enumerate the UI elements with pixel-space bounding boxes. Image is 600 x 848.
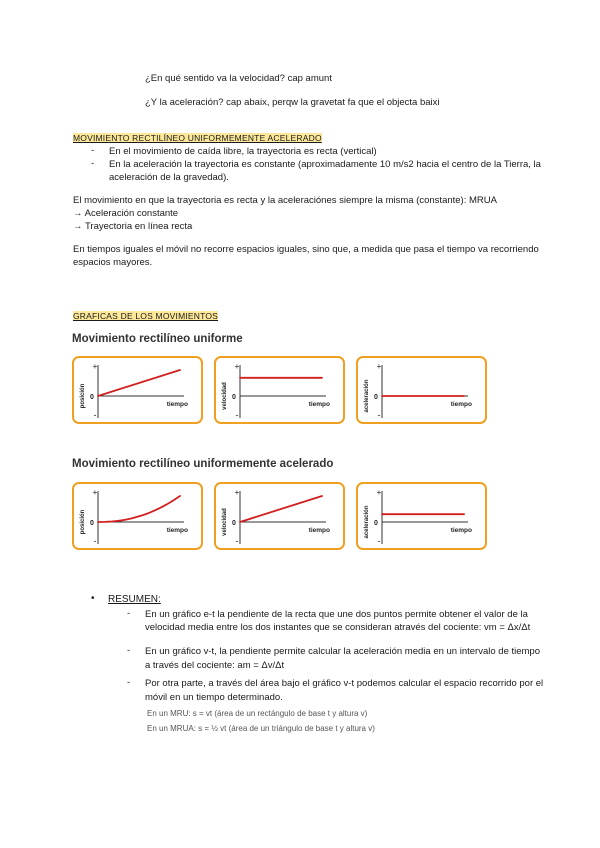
bullet-marker: • [91,593,95,604]
graph-panel [72,482,203,550]
axis-origin-label: 0 [232,394,236,401]
axis-plus-label: + [234,488,240,497]
graph-panel [214,356,345,424]
resumen-item-2-line-1: En un gráfico v-t, la pendiente permite calcular la aceleración media en un intervalo de tiempo [145,646,541,657]
y-axis-label: velocidad [222,382,228,410]
x-axis-label: tiempo [308,527,330,534]
graph-panel [356,482,487,550]
axis-minus-label: - [377,536,381,546]
y-axis-label: aceleración [364,505,370,539]
graph-panel [356,356,487,424]
mru-acceleration-graph [358,358,485,422]
formula-mru: En un MRU: s = vt (área de un rectángulo de base t y altura v) [147,709,368,718]
axis-origin-label: 0 [90,520,94,527]
y-axis-label: velocidad [222,508,228,536]
resumen-item-1-line-1: En un gráfico e-t la pendiente de la recta que une dos puntos permite obtener el valor de la [145,609,528,620]
dash-marker: - [127,645,131,656]
x-axis-label: tiempo [450,527,472,534]
axis-plus-label: + [376,488,382,497]
mrua-velocity-graph [216,484,343,548]
mrua-graphs-title: Movimiento rectilíneo uniformemente acelerado [72,458,334,470]
mrua-acceleration-graph [358,484,485,548]
mrua-item-1: En el movimiento de caída libre, la trayectoria es recta (vertical) [109,146,377,157]
mru-velocity-graph [216,358,343,422]
question-acceleration: ¿Y la aceleración? cap abaix, perqw la gravetat fa que el objecta baixi [145,97,440,108]
series-line [240,496,322,522]
series-line [98,370,180,396]
x-axis-label: tiempo [166,401,188,408]
mrua-position-graph [74,484,201,548]
dash-marker: - [127,677,131,688]
formula-mrua: En un MRUA: s = ½ vt (área de un triángulo de base t y altura v) [147,724,375,733]
mrua-explanation-line-1: En tiempos iguales el móvil no recorre espacios iguales, sino que, a medida que pasa el tiempo va recorriendo [73,244,539,255]
y-axis-label: aceleración [364,379,370,413]
axis-minus-label: - [93,536,97,546]
resumen-item-2-line-2: a través del cociente: am = Δv/Δt [145,660,285,671]
x-axis-label: tiempo [308,401,330,408]
axis-plus-label: + [376,362,382,371]
dash-marker: - [91,145,95,156]
axis-minus-label: - [235,536,239,546]
y-axis-label: posición [80,383,86,409]
axis-minus-label: - [377,410,381,420]
mrua-point-trajectory: → Trayectoria en línea recta [73,221,193,232]
question-velocity: ¿En qué sentido va la velocidad? cap amunt [145,73,332,84]
mrua-definition: El movimiento en que la trayectoria es recta y la aceleraciónes siempre la misma (constante): MRUA [73,195,497,206]
dash-marker: - [127,608,131,619]
x-axis-label: tiempo [450,401,472,408]
axis-origin-label: 0 [374,394,378,401]
axis-minus-label: - [235,410,239,420]
mrua-item-2-line-2: aceleración de la gravedad). [109,172,229,183]
series-line [98,496,180,522]
mru-graphs-title: Movimiento rectilíneo uniforme [72,333,243,345]
axis-origin-label: 0 [374,520,378,527]
resumen-item-1-line-2: velocidad media entre los dos instantes que se consideran através del cociente: vm = Δx/Δt [145,622,531,633]
graph-panel [72,356,203,424]
x-axis-label: tiempo [166,527,188,534]
mrua-point-acceleration: → Aceleración constante [73,208,179,219]
axis-plus-label: + [92,362,98,371]
resumen-heading: RESUMEN: [108,594,161,605]
resumen-item-3-line-1: Por otra parte, a través del área bajo el gráfico v-t podemos calcular el espacio recorrido por el [145,678,544,689]
axis-origin-label: 0 [232,520,236,527]
graph-panel [214,482,345,550]
mru-position-graph [74,358,201,422]
graficas-heading: GRAFICAS DE LOS MOVIMIENTOS [73,311,219,321]
axis-plus-label: + [92,488,98,497]
mrua-item-2-line-1: En la aceleración la trayectoria es constante (aproximadamente 10 m/s2 hacia el centro de la Tierra, la [109,159,541,170]
axis-plus-label: + [234,362,240,371]
axis-minus-label: - [93,410,97,420]
resumen-item-3-line-2: móvil en un tiempo determinado. [145,692,283,703]
mrua-explanation-line-2: espacios mayores. [73,257,153,268]
y-axis-label: posición [80,509,86,535]
mrua-heading: MOVIMIENTO RECTILÍNEO UNIFORMEMENTE ACELERADO [73,133,322,143]
axis-origin-label: 0 [90,394,94,401]
dash-marker: - [91,158,95,169]
